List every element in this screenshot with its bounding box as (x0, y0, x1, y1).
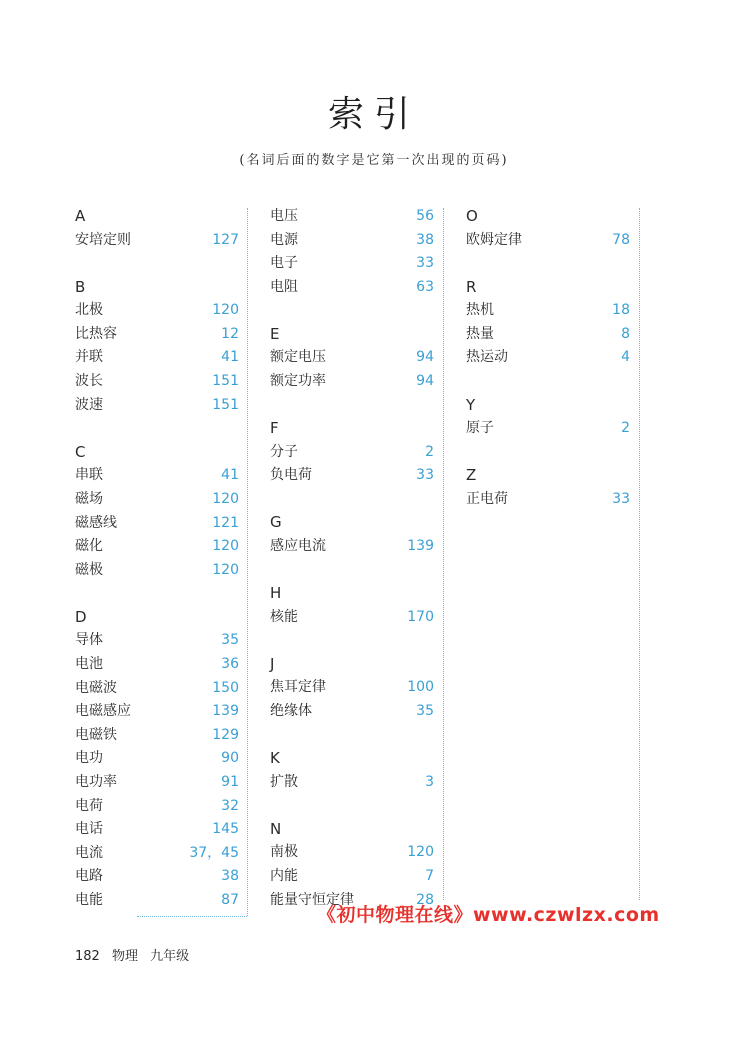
index-term: 热运动 (466, 349, 508, 366)
index-group (270, 582, 434, 629)
index-entry (75, 535, 239, 559)
index-group (270, 747, 434, 794)
index-page-number: 120 (212, 490, 239, 507)
index-entry (270, 676, 434, 700)
index-term: 电源 (270, 231, 298, 248)
index-page-number: 151 (212, 373, 239, 390)
index-term: 额定功率 (270, 373, 326, 390)
index-group (270, 323, 434, 394)
index-term: 磁化 (75, 538, 103, 555)
index-entry (75, 629, 239, 653)
index-term: 比热容 (75, 325, 117, 342)
index-term: 南极 (270, 844, 298, 861)
index-term: 波长 (75, 373, 103, 390)
index-group (466, 205, 630, 252)
index-term: 电能 (75, 891, 103, 908)
index-entry (270, 771, 434, 795)
index-entry (270, 535, 434, 559)
index-term: 串联 (75, 467, 103, 484)
index-group (466, 276, 630, 370)
index-term: 电子 (270, 255, 298, 272)
index-term: 电流 (75, 844, 103, 861)
index-entry (270, 606, 434, 630)
index-page-number: 8 (621, 325, 630, 342)
index-entry (270, 229, 434, 253)
index-page-number: 91 (221, 773, 239, 790)
index-letter-heading: N (270, 819, 282, 838)
index-column-2 (270, 205, 434, 936)
index-page-number: 4 (621, 349, 630, 366)
index-term: 并联 (75, 349, 103, 366)
index-entry (466, 417, 630, 441)
index-column-3 (466, 205, 630, 535)
index-page-number: 32 (221, 797, 239, 814)
index-group (466, 464, 630, 511)
index-group (75, 441, 239, 583)
index-term: 分子 (270, 443, 298, 460)
index-page-number: 18 (612, 302, 630, 319)
index-entry (466, 488, 630, 512)
index-page-number: 35 (416, 703, 434, 719)
index-term: 核能 (270, 608, 298, 625)
index-group (270, 417, 434, 488)
index-entry (270, 464, 434, 488)
page-title: 索引 (327, 94, 420, 135)
index-entry (75, 488, 239, 512)
index-entry (270, 865, 434, 889)
index-letter-heading: Y (466, 395, 476, 414)
index-page-number: 120 (212, 538, 239, 555)
index-page-number: 33 (612, 490, 630, 507)
index-group (466, 394, 630, 441)
index-page-number: 2 (621, 420, 630, 437)
index-page-number: 28 (416, 891, 434, 908)
index-group (75, 606, 239, 913)
index-entry (75, 865, 239, 889)
footer-grade: 九年级 (150, 949, 190, 964)
index-page-number: 87 (221, 891, 239, 908)
index-page-number: 33 (416, 467, 434, 484)
index-page-number: 127 (212, 231, 239, 248)
index-page-number: 139 (212, 703, 239, 720)
index-letter-heading: G (270, 513, 282, 532)
index-entry (75, 747, 239, 771)
column-divider-3 (639, 208, 640, 900)
index-entry (75, 512, 239, 536)
index-letter-heading: J (270, 654, 275, 673)
index-term: 磁感线 (75, 514, 117, 531)
index-entry (75, 724, 239, 748)
index-term: 安培定则 (75, 231, 131, 248)
index-page-number: 2 (425, 443, 434, 460)
index-group (75, 205, 239, 252)
index-letter-heading: R (466, 277, 477, 296)
index-term: 热量 (466, 325, 494, 342)
index-page-number: 35 (221, 632, 239, 649)
index-term: 电阻 (270, 278, 298, 295)
index-entry (466, 229, 630, 253)
page-subtitle: (名词后面的数字是它第一次出现的页码) (239, 153, 509, 168)
column-divider-1 (247, 208, 248, 916)
index-term: 焦耳定律 (270, 679, 326, 696)
column-bottom-rule-1 (137, 916, 247, 917)
index-page-number: 139 (407, 538, 434, 555)
index-page-number: 78 (612, 231, 630, 248)
index-page-number: 170 (407, 608, 434, 625)
index-term: 正电荷 (466, 490, 508, 507)
index-term: 原子 (466, 420, 494, 437)
index-term: 电话 (75, 821, 103, 838)
index-page-number: 36 (221, 656, 239, 672)
column-divider-2 (443, 208, 444, 900)
index-term: 欧姆定律 (466, 231, 522, 248)
index-letter-heading: F (270, 419, 279, 438)
index-page-number: 41 (221, 349, 239, 366)
index-entry (270, 841, 434, 865)
index-entry (75, 771, 239, 795)
index-letter-heading: O (466, 207, 478, 225)
index-term: 电磁波 (75, 679, 117, 696)
index-group (270, 653, 434, 724)
index-term: 扩散 (270, 773, 298, 790)
index-entry (75, 229, 239, 253)
index-entry (75, 370, 239, 394)
index-page-number: 38 (416, 231, 434, 248)
index-entry (75, 795, 239, 819)
index-letter-heading: Z (466, 466, 477, 485)
index-entry (466, 323, 630, 347)
index-letter-heading: K (270, 749, 280, 768)
index-entry (270, 205, 434, 229)
index-page-number: 121 (212, 514, 239, 531)
index-page-number: 38 (221, 868, 239, 885)
index-page-number: 12 (221, 325, 239, 342)
index-column-1 (75, 205, 239, 936)
index-entry (75, 323, 239, 347)
index-page-number: 90 (221, 750, 239, 767)
index-term: 电荷 (75, 797, 103, 814)
index-page-number: 3 (425, 773, 434, 790)
index-page-number: 41 (221, 467, 239, 484)
index-entry (75, 889, 239, 913)
index-page-number: 94 (416, 373, 434, 390)
index-group (270, 818, 434, 912)
index-term: 电功率 (75, 773, 117, 790)
index-term: 电池 (75, 656, 103, 672)
index-entry (75, 464, 239, 488)
index-term: 北极 (75, 302, 103, 319)
index-page-number: 129 (212, 726, 239, 743)
index-page-number: 37，45 (189, 844, 239, 861)
index-letter-heading: A (75, 207, 86, 225)
index-page-number: 100 (407, 679, 434, 696)
index-page-number: 120 (212, 561, 239, 578)
index-term: 内能 (270, 867, 298, 884)
index-entry (270, 441, 434, 465)
index-group (270, 205, 434, 299)
index-page-number: 120 (212, 302, 239, 319)
index-page-number: 150 (212, 679, 239, 696)
index-letter-heading: E (270, 324, 280, 343)
index-entry (270, 700, 434, 724)
index-term: 电磁铁 (75, 726, 117, 743)
index-term: 导体 (75, 632, 103, 649)
index-page-number: 120 (407, 844, 434, 861)
index-group (75, 276, 239, 418)
index-term: 波速 (75, 396, 103, 413)
index-letter-heading: D (75, 607, 87, 626)
index-page-number: 33 (416, 255, 434, 272)
index-page-number: 94 (416, 349, 434, 366)
index-letter-heading: H (270, 584, 282, 603)
index-term: 能量守恒定律 (270, 891, 354, 908)
index-entry (75, 818, 239, 842)
page-footer (75, 945, 197, 964)
index-page-number: 56 (416, 208, 434, 224)
index-entry (270, 370, 434, 394)
index-entry (466, 299, 630, 323)
index-entry (75, 842, 239, 866)
index-term: 绝缘体 (270, 703, 312, 719)
footer-subject: 物理 (111, 949, 138, 964)
index-term: 电路 (75, 868, 103, 885)
index-entry (75, 559, 239, 583)
index-page-number: 151 (212, 396, 239, 413)
index-group (270, 511, 434, 558)
index-term: 热机 (466, 302, 494, 319)
index-entry (75, 299, 239, 323)
index-term: 磁场 (75, 490, 103, 507)
index-term: 感应电流 (270, 538, 326, 555)
index-term: 负电荷 (270, 467, 312, 484)
footer-page-number: 182 (75, 949, 100, 964)
index-term: 额定电压 (270, 349, 326, 366)
index-letter-heading: B (75, 277, 86, 296)
index-entry (75, 346, 239, 370)
index-entry (75, 677, 239, 701)
index-page-number: 145 (212, 821, 239, 838)
index-page-number: 63 (416, 278, 434, 295)
index-entry (75, 394, 239, 418)
index-entry (75, 700, 239, 724)
index-page-number: 7 (425, 867, 434, 884)
index-entry (270, 276, 434, 300)
index-term: 电压 (270, 208, 298, 224)
index-term: 电磁感应 (75, 703, 131, 720)
watermark: 《初中物理在线》www.czwlzx.com (317, 904, 660, 926)
index-letter-heading: C (75, 442, 86, 461)
index-entry (270, 346, 434, 370)
index-term: 电功 (75, 750, 103, 767)
index-term: 磁极 (75, 561, 103, 578)
index-entry (466, 346, 630, 370)
index-entry (270, 252, 434, 276)
index-entry (75, 653, 239, 677)
